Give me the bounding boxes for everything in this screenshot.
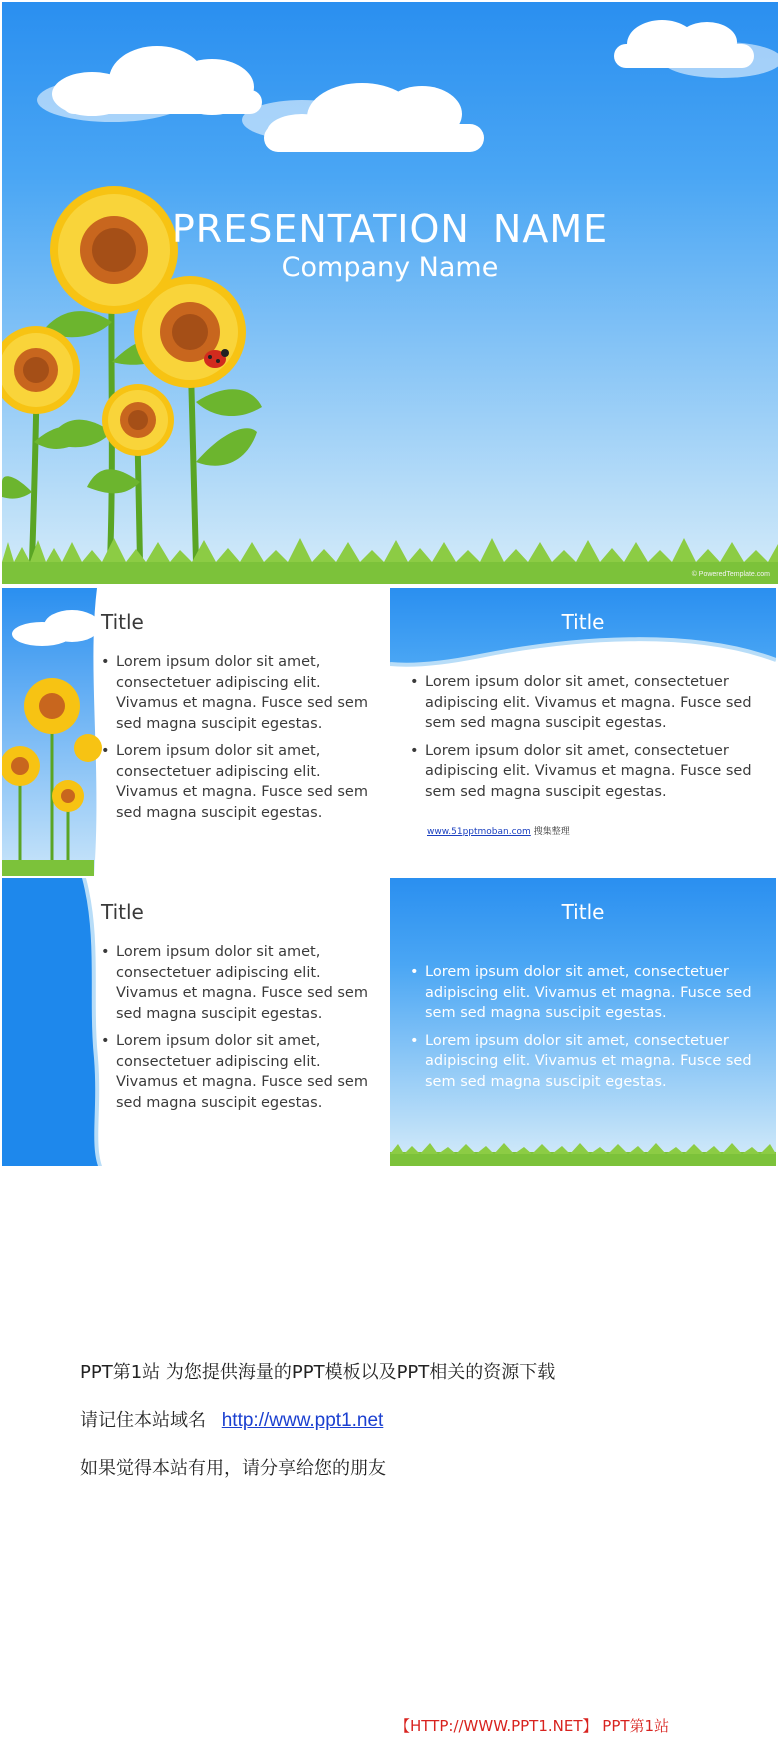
sunflower-right-icon [134, 276, 246, 388]
cloud-left-icon [37, 46, 262, 122]
source-link[interactable]: www.51pptmoban.com [427, 827, 531, 837]
cloud-right-icon [614, 20, 778, 78]
grass [2, 538, 778, 584]
bullet-item: • Lorem ipsum dolor sit amet, consectetuer adipiscing elit. Vivamus et magna. Fusce sed sem sed magna suscipit egestas. [410, 672, 755, 734]
bullet-item: • Lorem ipsum dolor sit amet, consectetuer adipiscing elit. Vivamus et magna. Fusce sed sem sed magna suscipit egestas. [101, 741, 371, 823]
notice-domain-label: 请记住本站域名 [80, 1410, 206, 1431]
source-credit-text: 搜集整理 [533, 827, 570, 837]
site-link[interactable]: http://www.ppt1.net [221, 1410, 384, 1431]
source-credit [427, 824, 570, 837]
title-slide [2, 2, 778, 584]
slide5-title: Title [561, 900, 605, 924]
sunflower-left-icon [2, 326, 80, 414]
notice-line-2 [80, 1406, 383, 1432]
bullet-item: • Lorem ipsum dolor sit amet, consectetuer adipiscing elit. Vivamus et magna. Fusce sed sem sed magna suscipit egestas. [410, 962, 755, 1024]
slide3-bullets [410, 672, 755, 809]
content-slide-sunflower [2, 588, 388, 876]
content-slide-wave-header [390, 588, 776, 876]
site-banner[interactable]: 【HTTP://WWW.PPT1.NET】 PPT第1站 [395, 1717, 670, 1735]
sunflower-small-icon [102, 384, 174, 456]
slide4-side-wave [2, 878, 112, 1166]
slide2-side-art [2, 588, 102, 876]
company-name: Company Name [281, 252, 499, 283]
image-credit: © PoweredTemplate.com [691, 571, 770, 578]
slide4-title: Title [101, 900, 144, 924]
slide4-bullets [101, 942, 371, 1120]
bullet-item: • Lorem ipsum dolor sit amet, consectetuer adipiscing elit. Vivamus et magna. Fusce sed sem sed magna suscipit egestas. [410, 741, 755, 803]
cloud-center-icon [242, 83, 484, 152]
slide5-bullets [410, 962, 755, 1099]
slide5-grass [390, 1142, 776, 1166]
bullet-item: • Lorem ipsum dolor sit amet, consectetuer adipiscing elit. Vivamus et magna. Fusce sed sem sed magna suscipit egestas. [101, 1031, 371, 1113]
hero-scene [2, 2, 778, 584]
slide2-bullets [101, 652, 371, 830]
notice-line-3: 如果觉得本站有用，请分享给您的朋友 [80, 1458, 386, 1479]
bullet-item: • Lorem ipsum dolor sit amet, consectetuer adipiscing elit. Vivamus et magna. Fusce sed sem sed magna suscipit egestas. [101, 942, 371, 1024]
content-slide-sky [390, 878, 776, 1166]
slide3-title: Title [561, 610, 605, 634]
bullet-item: • Lorem ipsum dolor sit amet, consectetuer adipiscing elit. Vivamus et magna. Fusce sed sem sed magna suscipit egestas. [101, 652, 371, 734]
bullet-item: • Lorem ipsum dolor sit amet, consectetuer adipiscing elit. Vivamus et magna. Fusce sed sem sed magna suscipit egestas. [410, 1031, 755, 1093]
presentation-title: PRESENTATION NAME [171, 207, 609, 251]
notice-line-1: PPT第1站 为您提供海量的PPT模板以及PPT相关的资源下载 [80, 1362, 556, 1383]
slide2-title: Title [101, 610, 144, 634]
content-slide-side-wave [2, 878, 388, 1166]
